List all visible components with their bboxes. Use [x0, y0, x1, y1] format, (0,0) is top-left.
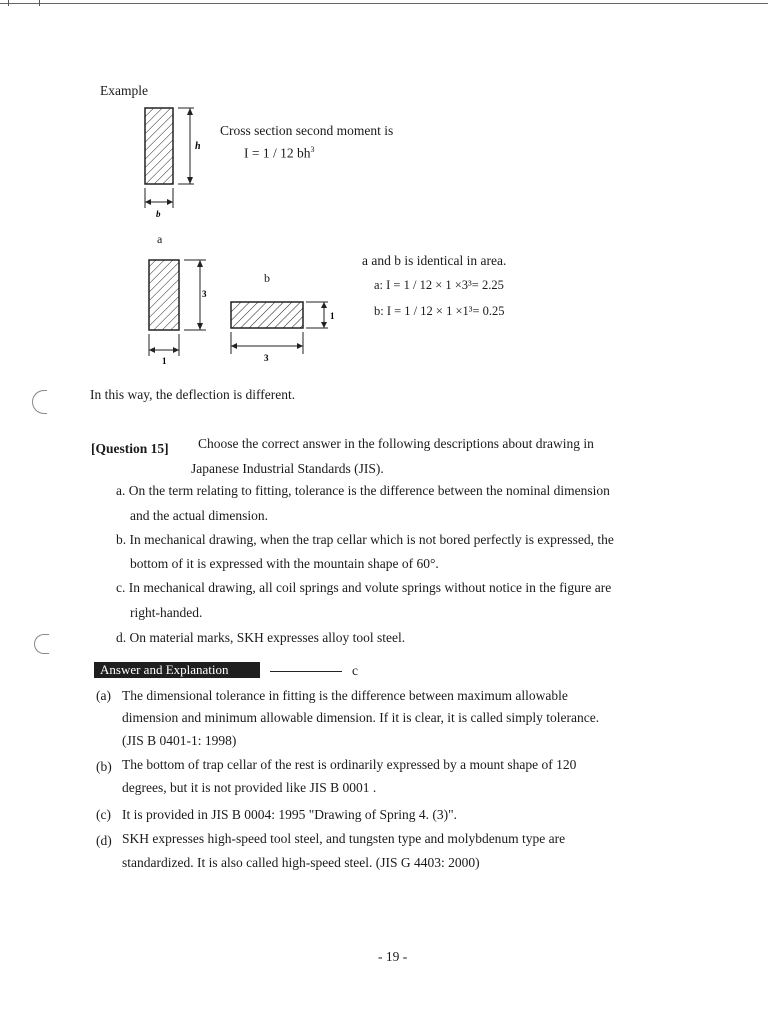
deflection-note: In this way, the deflection is different. [90, 387, 296, 402]
fig1-caption-line2 [244, 146, 315, 160]
explanation-b-line1: The bottom of trap cellar of the rest is ordinarily expressed by a mount shape of 120 [122, 757, 577, 772]
explanation-a-line3: (JIS B 0401-1: 1998) [122, 733, 237, 748]
explanation-c-line1: It is provided in JIS B 0004: 1995 "Drawing of Spring 4. (3)". [122, 807, 458, 822]
explanation-d-line1: SKH expresses high-speed tool steel, and tungsten type and molybdenum type are [122, 831, 566, 846]
fig2-rect-a [149, 260, 179, 330]
area-note-line2: a: I = 1 / 12 × 1 ×3³= 2.25 [374, 278, 504, 292]
explanation-d-line2: standardized. It is also called high-speed steel. (JIS G 4403: 2000) [122, 855, 480, 870]
explanation-d-label: (d) [96, 833, 112, 848]
question-label: [Question 15] [91, 441, 169, 456]
area-note-line3: b: I = 1 / 12 × 1 ×1³= 0.25 [374, 304, 505, 318]
fig1-formula: I = 1 / 12 bh [244, 145, 311, 161]
explanation-b-line2: degrees, but it is not provided like JIS B 0001 . [122, 780, 377, 795]
explanation-c-label: (c) [96, 807, 111, 822]
scan-corner-marks [8, 0, 40, 6]
question-text-line2: Japanese Industrial Standards (JIS). [191, 461, 384, 476]
answer-value: c [352, 663, 358, 678]
fig2-rect-b [231, 302, 303, 328]
option-a-line2: and the actual dimension. [130, 508, 268, 523]
fig1-caption-line1: Cross section second moment is [220, 123, 394, 138]
fig2-label-b: b [264, 271, 270, 285]
page-number: - 19 - [378, 949, 408, 964]
example-heading: Example [100, 83, 148, 98]
option-a-line1: a. On the term relating to fitting, tolerance is the difference between the nominal dimension [116, 483, 610, 498]
fig2-label-a: a [157, 232, 163, 246]
option-b-line1: b. In mechanical drawing, when the trap cellar which is not bored perfectly is expressed, the [116, 532, 614, 547]
fig2-a-width: 1 [162, 356, 167, 366]
scan-top-edge [0, 3, 768, 4]
option-b-line2: bottom of it is expressed with the mountain shape of 60°. [130, 556, 439, 571]
option-c-line2: right-handed. [130, 605, 203, 620]
option-c-line1: c. In mechanical drawing, all coil springs and volute springs without notice in the figure are [116, 580, 612, 595]
fig1-dim-h: h [195, 141, 201, 152]
binder-mark-bottom [34, 634, 49, 654]
fig2-b-width: 3 [264, 353, 269, 363]
explanation-b-label: (b) [96, 759, 112, 774]
fig1-dim-b: b [156, 209, 161, 219]
option-d-line1: d. On material marks, SKH expresses alloy tool steel. [116, 630, 406, 645]
fig1-formula-exponent: 3 [310, 145, 315, 154]
figure-2-comparison [140, 250, 350, 370]
fig2-b-height: 1 [330, 311, 335, 321]
answer-leader-line [270, 671, 342, 672]
question-text-line1: Choose the correct answer in the following descriptions about drawing in [198, 436, 594, 451]
area-note-line1: a and b is identical in area. [362, 253, 507, 268]
explanation-a-label: (a) [96, 688, 111, 703]
explanation-a-line2: dimension and minimum allowable dimension. If it is clear, it is called simply tolerance. [122, 710, 600, 725]
binder-mark-top [32, 390, 47, 414]
explanation-a-line1: The dimensional tolerance in fitting is the difference between maximum allowable [122, 688, 568, 703]
answer-explanation-tag: Answer and Explanation [94, 662, 260, 678]
fig2-a-height: 3 [202, 289, 207, 299]
fig1-hatched-rect [145, 108, 173, 184]
figure-1-cross-section [136, 100, 216, 220]
